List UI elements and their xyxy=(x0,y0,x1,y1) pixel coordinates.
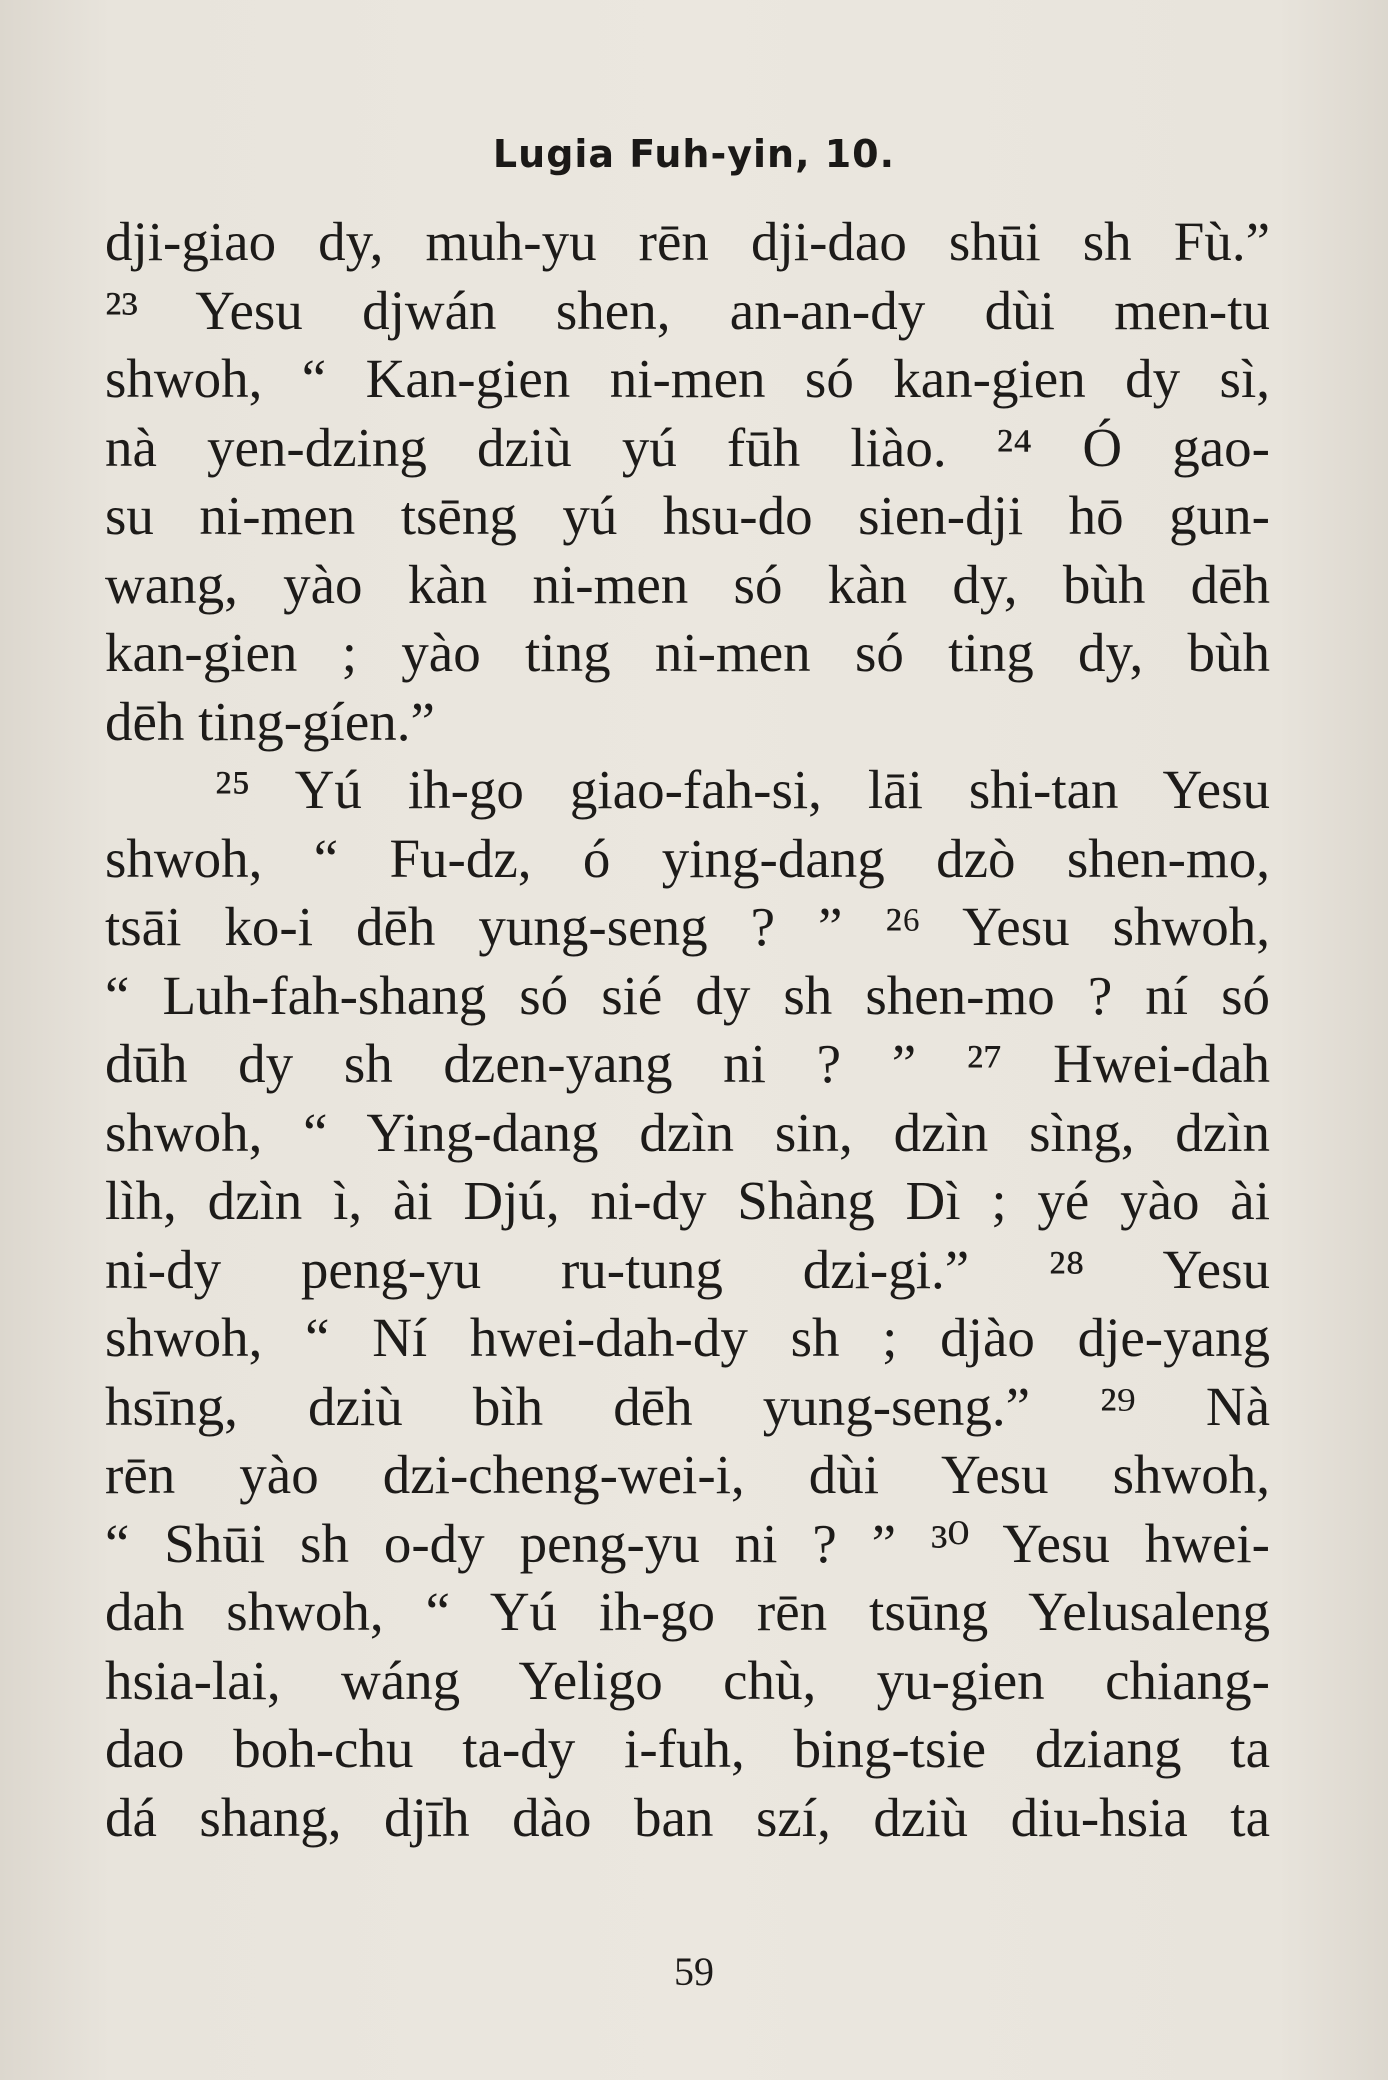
text-line: “ Luh-fah-shang só sié dy sh shen-mo ? ní só xyxy=(105,964,1270,1026)
text-line: tsāi ko-i dēh yung-seng ? ” ²⁶ Yesu shwoh, xyxy=(105,896,1270,957)
text-line: hsia-lai, wáng Yeligo chù, yu-gien chiang- xyxy=(105,1649,1270,1711)
running-header: Lugia Fuh-yin, 10. xyxy=(492,132,896,176)
text-line: shwoh, “ Kan-gien ni-men só kan-gien dy sì, xyxy=(105,348,1270,409)
text-line: shwoh, “ Fu-dz, ó ying-dang dzò shen-mo, xyxy=(105,827,1270,889)
text-line: su ni-men tsēng yú hsu-do sien-dji hō gun- xyxy=(105,485,1270,546)
text-line: ni-dy peng-yu ru-tung dzi-gi.” ²⁸ Yesu xyxy=(105,1238,1270,1300)
text-line: dao boh-chu ta-dy i-fuh, bing-tsie dziang ta xyxy=(105,1718,1270,1779)
text-line: dēh ting-gíen.” xyxy=(105,690,435,752)
text-line: dah shwoh, “ Yú ih-go rēn tsūng Yelusaleng xyxy=(105,1581,1270,1642)
text-line: dá shang, djīh dào ban szí, dziù diu-hsia ta xyxy=(105,1786,1270,1848)
text-line: ²³ Yesu djwán shen, an-an-dy dùi men-tu xyxy=(105,279,1270,341)
text-line: wang, yào kàn ni-men só kàn dy, bùh dēh xyxy=(105,553,1270,615)
page-number: 59 xyxy=(674,1949,714,1994)
text-line: hsīng, dziù bìh dēh yung-seng.” ²⁹ Nà xyxy=(105,1375,1270,1437)
text-line: shwoh, “ Ní hwei-dah-dy sh ; djào dje-yang xyxy=(105,1307,1270,1368)
text-line: rēn yào dzi-cheng-wei-i, dùi Yesu shwoh, xyxy=(105,1444,1270,1505)
text-line: ²⁵ Yú ih-go giao-fah-si, lāi shi-tan Yesu xyxy=(215,759,1270,820)
page-body xyxy=(105,208,1270,1852)
text-line: dūh dy sh dzen-yang ni ? ” ²⁷ Hwei-dah xyxy=(105,1033,1270,1094)
text-line: “ Shūi sh o-dy peng-yu ni ? ” ³⁰ Yesu hwei- xyxy=(105,1512,1270,1574)
text-line: nà yen-dzing dziù yú fūh liào. ²⁴ Ó gao- xyxy=(105,416,1270,478)
text-line: kan-gien ; yào ting ni-men só ting dy, bùh xyxy=(105,622,1270,683)
text-line: shwoh, “ Ying-dang dzìn sin, dzìn sìng, dzìn xyxy=(105,1101,1270,1163)
text-line: dji-giao dy, muh-yu rēn dji-dao shūi sh Fù.” xyxy=(105,211,1270,272)
text-line: lìh, dzìn ì, ài Djú, ni-dy Shàng Dì ; yé yào ài xyxy=(105,1170,1270,1231)
